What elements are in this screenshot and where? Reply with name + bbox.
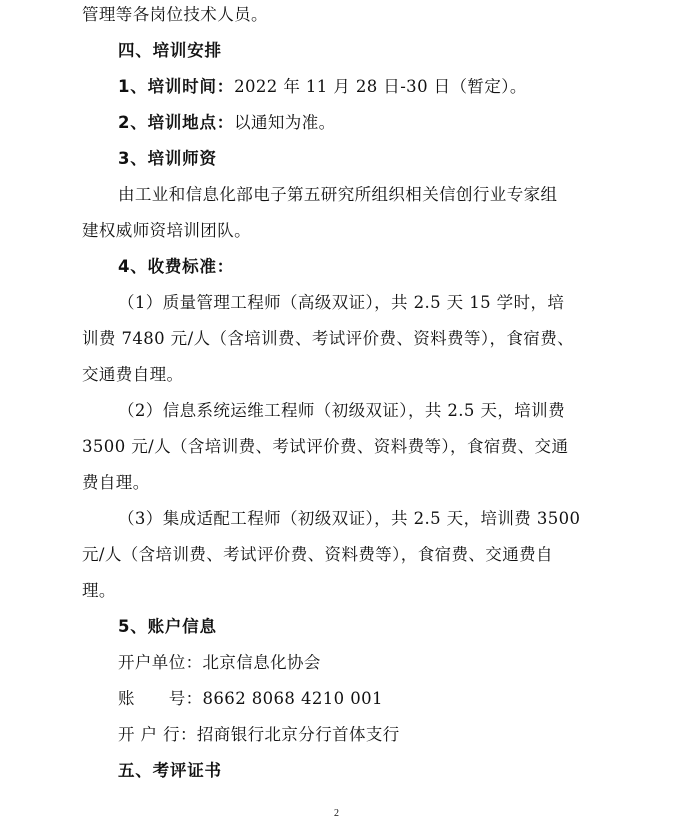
paragraph-line: 费自理。	[82, 473, 150, 492]
paragraph-line: 理。	[82, 581, 116, 600]
subheading-trainers: 3、培训师资	[118, 149, 217, 168]
paragraph-line: （2）信息系统运维工程师（初级双证），共 2.5 天，培训费	[118, 401, 565, 420]
bank-line	[118, 723, 400, 747]
paragraph-line: 元/人（含培训费、考试评价费、资料费等），食宿费、交通费自	[82, 545, 553, 564]
paragraph-line: （1）质量管理工程师（高级双证），共 2.5 天 15 学时，培	[118, 293, 565, 312]
section-heading-training-arrangement: 四、培训安排	[118, 41, 222, 60]
training-location-line	[118, 111, 336, 135]
subheading-account-info: 5、账户信息	[118, 617, 217, 636]
training-time-value: 2022 年 11 月 28 日-30 日（暂定）。	[234, 77, 527, 96]
paragraph-line: 管理等各岗位技术人员。	[82, 5, 268, 24]
paragraph-line: 交通费自理。	[82, 365, 184, 384]
bank-label: 开 户 行：	[118, 725, 197, 744]
training-time-label: 1、培训时间：	[118, 77, 235, 96]
paragraph-line: （3）集成适配工程师（初级双证），共 2.5 天，培训费 3500	[118, 509, 581, 528]
account-number-label: 账 号：	[118, 689, 203, 708]
training-location-label: 2、培训地点：	[118, 113, 235, 132]
account-number-line	[118, 687, 383, 711]
account-holder-line: 开户单位：北京信息化协会	[118, 653, 321, 672]
paragraph-line: 建权威师资培训团队。	[82, 221, 251, 240]
paragraph-line: 由工业和信息化部电子第五研究所组织相关信创行业专家组	[118, 185, 558, 204]
section-heading-certificate: 五、考评证书	[118, 761, 222, 780]
training-location-value: 以通知为准。	[234, 113, 336, 132]
paragraph-line: 3500 元/人（含培训费、考试评价费、资料费等），食宿费、交通	[82, 437, 569, 456]
paragraph-line: 训费 7480 元/人（含培训费、考试评价费、资料费等），食宿费、	[82, 329, 574, 348]
subheading-fees: 4、收费标准：	[118, 257, 235, 276]
page-number: 2	[334, 808, 339, 819]
bank-value: 招商银行北京分行首体支行	[196, 725, 400, 744]
account-number-value: 8662 8068 4210 001	[202, 689, 383, 708]
training-time-line	[118, 75, 527, 99]
